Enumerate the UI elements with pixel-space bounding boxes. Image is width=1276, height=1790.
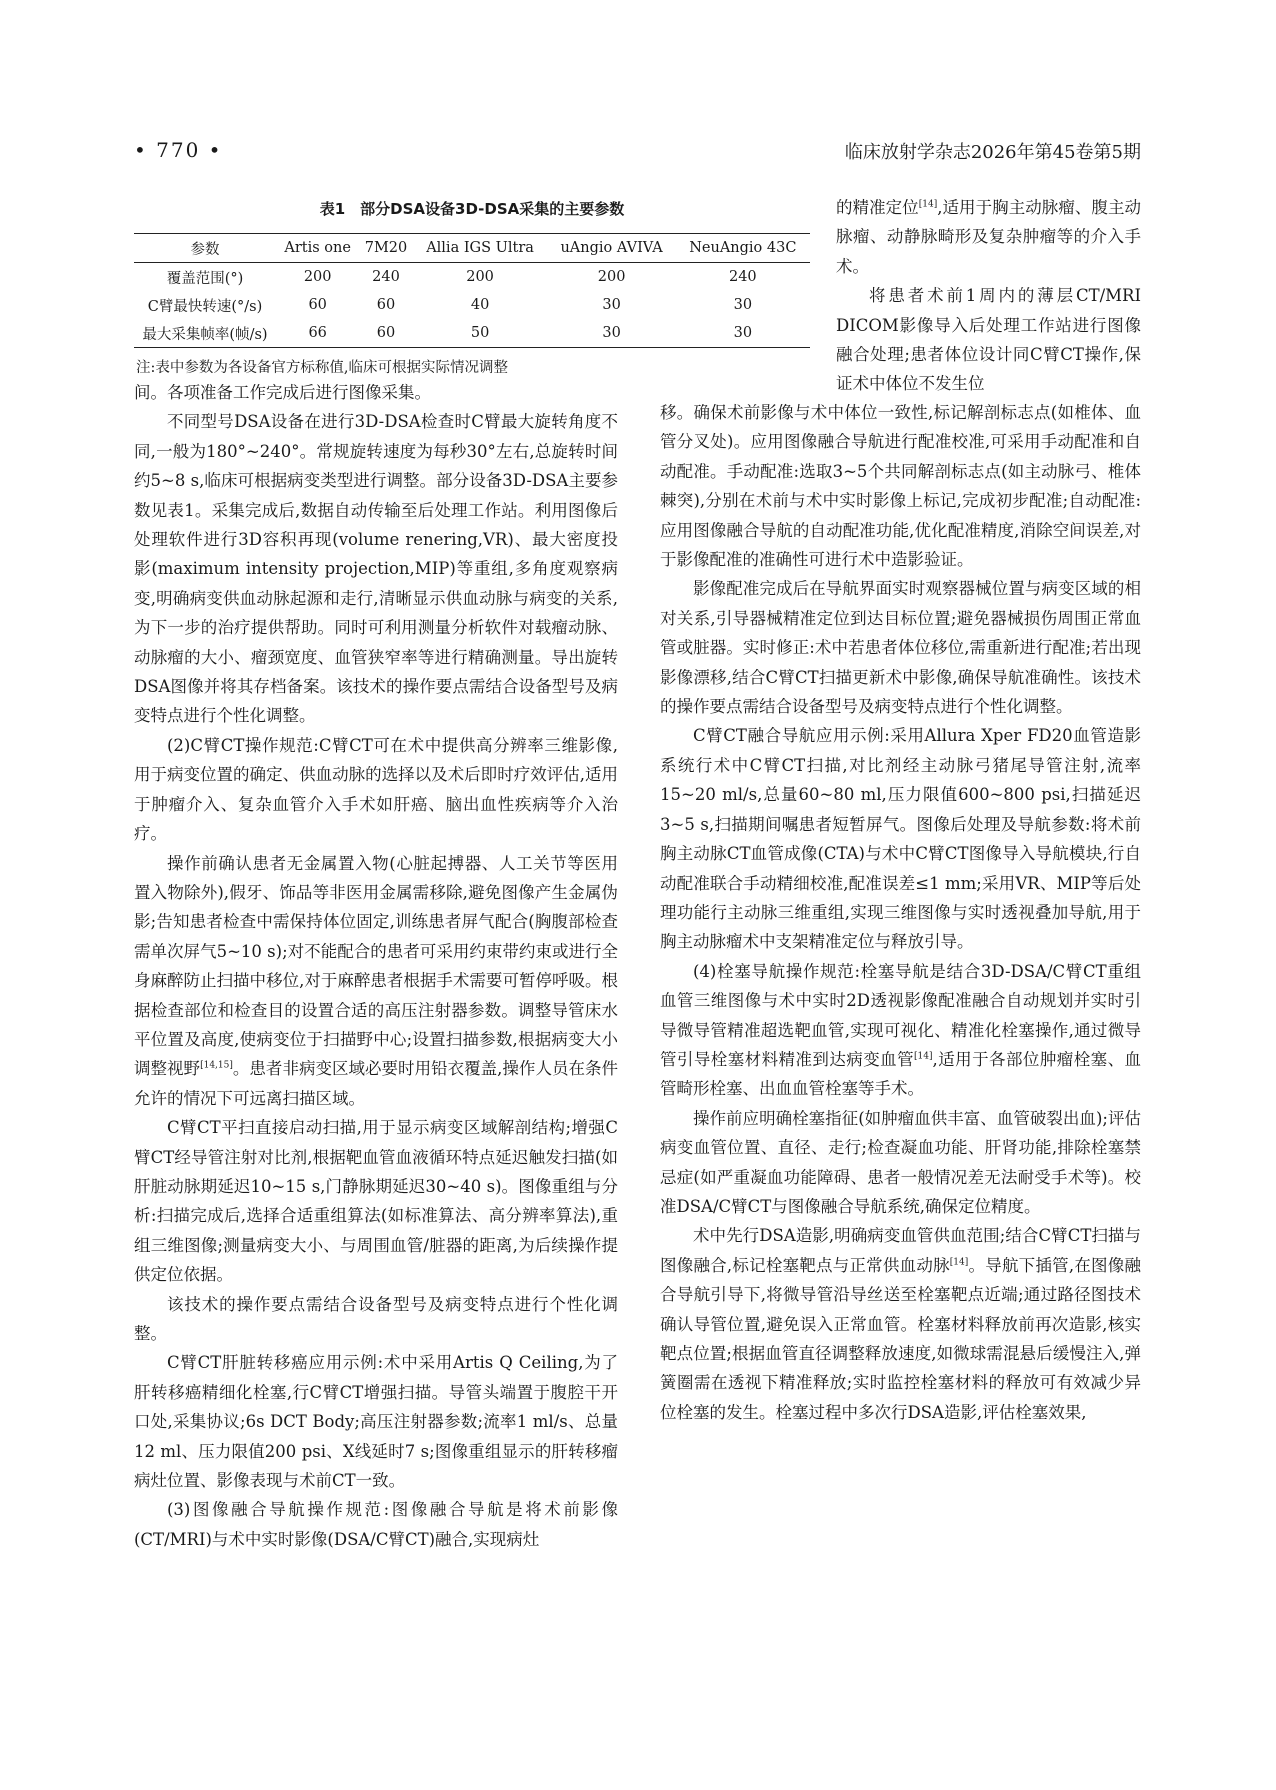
- paragraph: [660, 1221, 1141, 1427]
- journal-title: 临床放射学杂志2026年第45卷第5期: [844, 142, 1141, 163]
- citation: [14]: [914, 1051, 933, 1062]
- table-1: [134, 198, 810, 377]
- text-span: 的精准定位: [836, 198, 919, 217]
- column-header: NeuAngio 43C: [689, 240, 797, 256]
- table-row: [134, 263, 810, 292]
- paragraph: (3)图像融合导航操作规范:图像融合导航是将术前影像(CT/MRI)与术中实时影像(DSA/C臂CT)融合,实现病灶: [134, 1500, 618, 1549]
- table-cell: 200: [597, 269, 626, 285]
- table-cell: 66: [308, 325, 327, 341]
- paragraph: [660, 957, 1141, 1104]
- table-row: [134, 291, 810, 319]
- table-cell: 40: [470, 297, 490, 313]
- table-title: 表1 部分DSA设备3D-DSA采集的主要参数: [319, 200, 625, 218]
- table-cell: 200: [303, 269, 332, 285]
- text-span: 。导航下插管,在图像融合导航引导下,将微导管沿导丝送至栓塞靶点近端;通过路径图技术确认导管位置,避免误入正常血管。栓塞材料释放前再次造影,核实靶点位置;根据血管直径调整释放速度,如微球需混悬后缓慢注入,弹簧圈需在透视下精准释放;实时监控栓塞材料的释放可有效减少异位栓塞的发生。栓塞过程中多次行DSA造影,评估栓塞效果,: [660, 1255, 1141, 1422]
- left-column: [134, 378, 618, 1554]
- paragraph: [134, 849, 618, 1114]
- table-cell: 240: [372, 269, 400, 285]
- text-span: 操作前确认患者无金属置入物(心脏起搏器、人工关节等医用置入物除外),假牙、饰品等非医用金属需移除,避免图像产生金属伪影;告知患者检查中需保持体位固定,训练患者屏气配合(胸腹部检查需单次屏气5~10 s);对不能配合的患者可采用约束带约束或进行全身麻醉防止扫描中移位,对于麻醉患者根据手术需要可暂停呼吸。根据检查部位和检查目的设置合适的高压注射器参数。调整导管床水平位置及高度,使病变位于扫描野中心;设置扫描参数,根据病变大小调整视野: [134, 853, 618, 1079]
- paragraph: C臂CT肝脏转移癌应用示例:术中采用Artis Q Ceiling,为了肝转移癌精细化栓塞,行C臂CT增强扫描。导管头端置于腹腔干开口处,采集协议;6s DCT Body;高压注射器参数;流率1 ml/s、总量12 ml、压力限值200 psi、X线延时7 s;图像重组显示的肝转移瘤病灶位置、影像表现与术前CT一致。: [134, 1353, 618, 1491]
- parameter-table: [134, 233, 810, 348]
- paragraph: 该技术的操作要点需结合设备型号及病变特点进行个性化调整。: [134, 1294, 618, 1343]
- paragraph: C臂CT融合导航应用示例:采用Allura Xper FD20血管造影系统行术中C臂CT扫描,对比剂经主动脉弓猪尾导管注射,流率15~20 ml/s,总量60~80 ml,压力限值600~800 psi,扫描延迟3~5 s,扫描期间嘱患者短暂屏气。图像后处理及导航参数:将术前胸主动脉CT血管成像(CTA)与术中C臂CT图像导入导航模块,行自动配准联合手动精细校准,配准误差≤1 mm;采用VR、MIP等后处理功能行主动脉三维重组,实现三维图像与实时透视叠加导航,用于胸主动脉瘤术中支架精准定位与释放引导。: [660, 726, 1141, 952]
- table-cell: 60: [376, 325, 396, 341]
- column-header: Artis one: [284, 240, 351, 256]
- text-span: 术中先行DSA造影,明确病变血管供血范围;结合C臂CT扫描与图像融合,标记栓塞靶点与正常供血动脉: [660, 1226, 1141, 1275]
- citation: [14,15]: [200, 1060, 233, 1071]
- paragraph: 影像配准完成后在导航界面实时观察器械位置与病变区域的相对关系,引导器械精准定位到达目标位置;避免器械损伤周围正常血管或脏器。实时修正:术中若患者体位移位,需重新进行配准;若出现影像漂移,结合C臂CT扫描更新术中影像,确保导航准确性。该技术的操作要点需结合设备型号及病变特点进行个性化调整。: [660, 579, 1141, 717]
- table-cell: 200: [466, 269, 494, 285]
- table-cell: 60: [308, 297, 327, 313]
- paragraph: C臂CT平扫直接启动扫描,用于显示病变区域解剖结构;增强C臂CT经导管注射对比剂,根据靶血管血液循环特点延迟触发扫描(如肝脏动脉期延迟10~15 s,门静脉期延迟30~40 s)。图像重组与分析:扫描完成后,选择合适重组算法(如标准算法、高分辨率算法),重组三维图像;测量病变大小、与周围血管/脏器的距离,为后续操作提供定位依据。: [134, 1118, 618, 1285]
- table-note: 注:表中参数为各设备官方标称值,临床可根据实际情况调整: [136, 360, 508, 376]
- table-cell: 30: [602, 325, 621, 341]
- paragraph: 不同型号DSA设备在进行3D-DSA检查时C臂最大旋转角度不同,一般为180°~240°。常规旋转速度为每秒30°左右,总旋转时间约5~8 s,临床可根据病变类型进行调整。部分设备3D-DSA主要参数见表1。采集完成后,数据自动传输至后处理工作站。利用图像后处理软件进行3D容积再现(volume renering,VR)、最大密度投影(maximum intensity projection,MIP)等重组,多角度观察病变,明确病变供血动脉起源和走行,清晰显示供血动脉与病变的关系,为下一步的治疗提供帮助。同时可利用测量分析软件对载瘤动脉、动脉瘤的大小、瘤颈宽度、血管狭窄率等进行精确测量。导出旋转DSA图像并将其存档备案。该技术的操作要点需结合设备型号及病变特点进行个性化调整。: [134, 412, 618, 726]
- right-column-top: [836, 193, 1141, 399]
- table-cell: 30: [602, 297, 621, 313]
- table-cell: 覆盖范围(°): [166, 270, 244, 287]
- text-span: ,适用于各部位肿瘤栓塞、血管畸形栓塞、出血血管栓塞等手术。: [660, 1049, 1142, 1099]
- table-cell: 240: [728, 269, 757, 285]
- text-span: ,适用于胸主动脉瘤、腹主动脉瘤、动静脉畸形及复杂肿瘤等的介入手术。: [836, 198, 1142, 276]
- paragraph: 移。确保术前影像与术中体位一致性,标记解剖标志点(如椎体、血管分叉处)。应用图像融合导航进行配准校准,可采用手动配准和自动配准。手动配准:选取3~5个共同解剖标志点(如主动脉弓、椎体棘突),分别在术前与术中实时影像上标记,完成初步配准;自动配准:应用图像融合导航的自动配准功能,优化配准精度,消除空间误差,对于影像配准的准确性可进行术中造影验证。: [660, 403, 1141, 570]
- table-cell: 最大采集帧率(帧/s): [142, 326, 268, 343]
- paragraph: 将患者术前1周内的薄层CT/MRI DICOM影像导入后处理工作站进行图像融合处理;患者体位设计同C臂CT操作,保证术中体位不发生位: [836, 286, 1141, 394]
- table-cell: C臂最快转速(°/s): [147, 298, 263, 315]
- paragraph: [836, 193, 1141, 281]
- paragraph: 操作前应明确栓塞指征(如肿瘤血供丰富、血管破裂出血);评估病变血管位置、直径、走行;检查凝血功能、肝肾功能,排除栓塞禁忌症(如严重凝血功能障碍、患者一般情况差无法耐受手术等)。校准DSA/C臂CT与图像融合导航系统,确保定位精度。: [660, 1108, 1141, 1216]
- table-header-row: [134, 234, 810, 263]
- table-cell: 60: [376, 297, 396, 313]
- text-span: (4)栓塞导航操作规范:栓塞导航是结合3D-DSA/C臂CT重组血管三维图像与术中实时2D透视影像配准融合自动规划并实时引导微导管精准超选靶血管,实现可视化、精准化栓塞操作,通过微导管引导栓塞材料精准到达病变血管: [660, 961, 1141, 1069]
- table-cell: 30: [733, 325, 753, 341]
- table-cell: 50: [470, 325, 490, 341]
- column-header: uAngio AVIVA: [560, 240, 663, 256]
- column-header: 参数: [190, 241, 220, 258]
- citation: [14]: [949, 1257, 969, 1268]
- paragraph: (2)C臂CT操作规范:C臂CT可在术中提供高分辨率三维影像,用于病变位置的确定、供血动脉的选择以及术后即时疗效评估,适用于肿瘤介入、复杂血管介入手术如肝癌、脑出血性疾病等介入治疗。: [134, 735, 618, 844]
- citation: [14]: [918, 199, 938, 210]
- table-row: [134, 319, 810, 348]
- right-column: [660, 398, 1141, 1427]
- column-header: Allia IGS Ultra: [426, 240, 534, 256]
- table-cell: 30: [733, 297, 753, 313]
- paragraph: 间。各项准备工作完成后进行图像采集。: [134, 383, 431, 402]
- column-header: 7M20: [364, 240, 408, 256]
- text-span: 。患者非病变区域必要时用铅衣覆盖,操作人员在条件允许的情况下可远离扫描区域。: [134, 1059, 619, 1108]
- page-number: • 770 •: [134, 138, 223, 162]
